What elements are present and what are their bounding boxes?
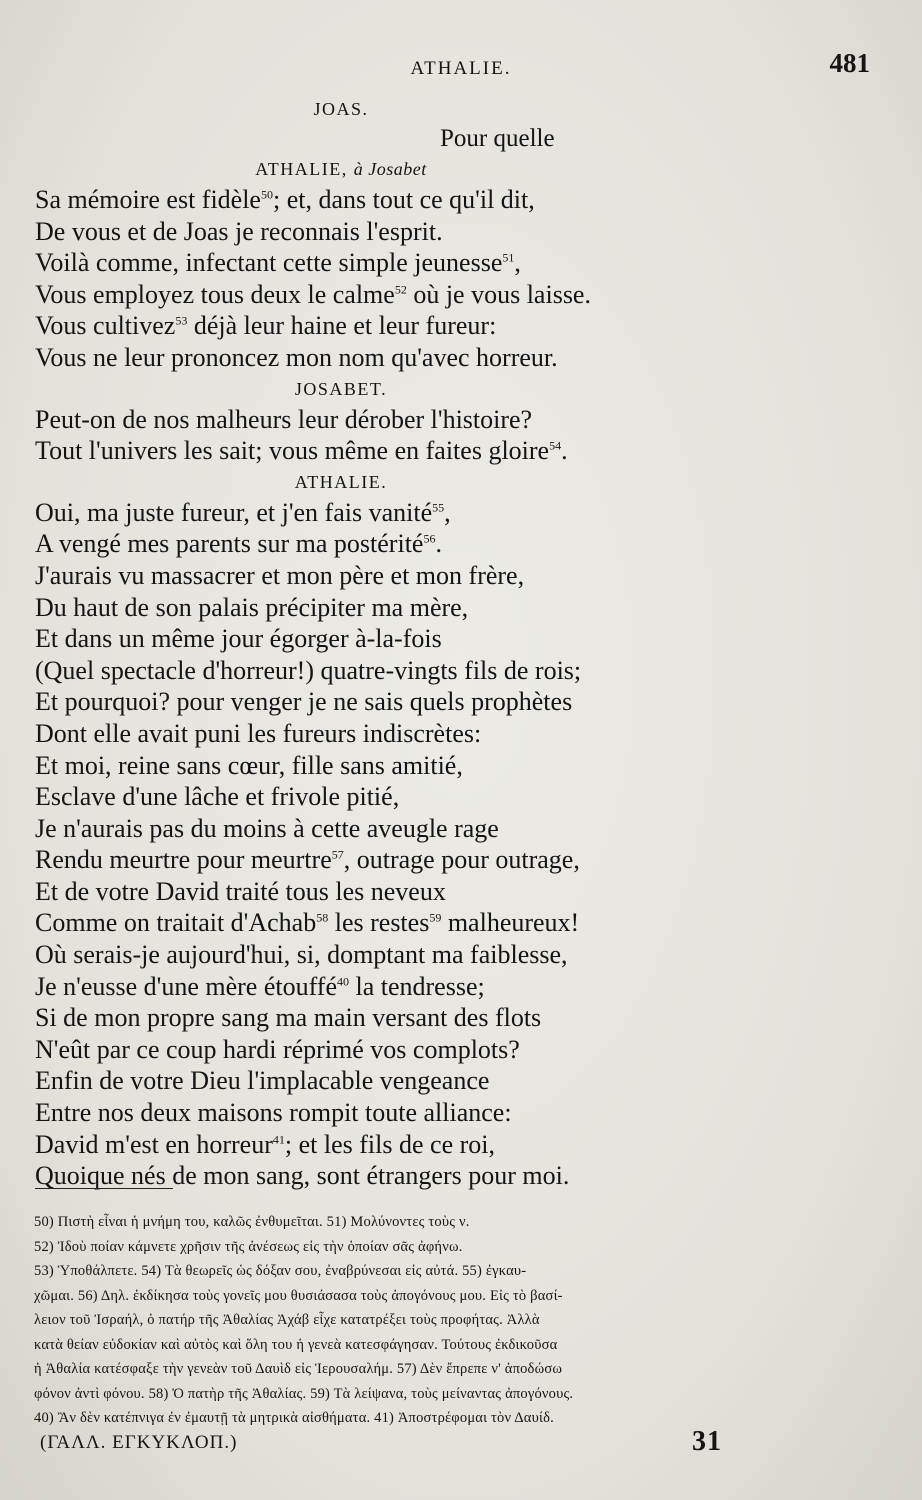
verse-text: Oui, ma juste fureur, et j'en fais vanité [35, 497, 433, 527]
footnotes [34, 1210, 890, 1431]
verse-line [35, 750, 647, 782]
speaker-athalie: ATHALIE. [294, 471, 388, 492]
verse-text: Sa mémoire est fidèle [35, 185, 261, 214]
verse-text-cont: ; et, dans tout ce qu'il dit, [272, 185, 535, 214]
footnote-line: φόνον ἀντὶ φόνου. 58) Ὁ πατὴρ τῆς Ἀθαλίας. 59) Τὰ λείψανα, τοὺς μείναντας ἀπογόνους. [34, 1385, 574, 1402]
footnote-line: 52) Ἰδοὺ ποίαν κάμνετε χρῆσιν τῆς ἀνέσεως εἰς τὴν ὁποίαν σᾶς ἀφήνω. [34, 1238, 463, 1255]
verse-block-josabet [35, 404, 647, 467]
verse-text: Dont elle avait puni les fureurs indiscrètes: [35, 718, 482, 748]
verse-line [35, 497, 647, 529]
verse-text: Enfin de votre Dieu l'implacable vengeance [35, 1066, 490, 1096]
verse-line [35, 1065, 647, 1097]
signature-mark: (ΓΑΛΛ. ΕΓΚΥΚΛΟΠ.) [40, 1432, 238, 1453]
verse-text-cont: . [435, 529, 442, 559]
verse-text: Voilà comme, infectant cette simple jeunesse [35, 248, 503, 278]
speaker-name: ATHALIE, [255, 159, 348, 179]
verse-text: Du haut de son palais précipiter ma mère, [35, 592, 469, 622]
verse-line [35, 623, 647, 655]
footnote-ref: 53 [175, 313, 188, 328]
verse-text-cont: , outrage pour outrage, [343, 845, 580, 875]
footnote-rule [35, 1188, 173, 1189]
verse-text: Comme on traitait d'Achab [35, 908, 317, 938]
verse-text: (Quel spectacle d'horreur!) quatre-vingts fils de rois; [35, 655, 582, 685]
verse-text-cont: où je vous laisse. [406, 279, 591, 309]
verse-line [35, 971, 647, 1003]
footnote-ref: 57 [331, 847, 344, 862]
stage-direction: à Josabet [353, 159, 427, 179]
verse-text-cont: , [514, 248, 521, 278]
verse-line [35, 876, 647, 908]
verse-text: Vous ne leur prononcez mon nom qu'avec horreur. [35, 342, 558, 372]
verse-line [35, 216, 647, 248]
verse-text: Vous cultivez [35, 311, 176, 341]
footnote-line: 50) Πιστὴ εἶναι ἡ μνήμη του, καλῶς ἐνθυμεῖται. 51) Μολύνοντες τοὺς ν. [34, 1214, 470, 1230]
verse-text: Je n'eusse d'une mère étouffé [35, 971, 337, 1001]
verse-line [35, 655, 647, 687]
verse-line [35, 184, 647, 216]
footnote-ref: 50 [260, 187, 273, 202]
verse-line [35, 686, 647, 718]
verse-text: Où serais-je aujourd'hui, si, domptant ma faiblesse, [35, 940, 568, 970]
verse-line [35, 907, 647, 939]
verse-text: Tout l'univers les sait; vous même en faites gloire [35, 436, 550, 466]
verse-text: J'aurais vu massacrer et mon père et mon frère, [35, 560, 525, 590]
verse-line [35, 1034, 647, 1066]
footnote-ref: 40 [337, 974, 349, 988]
play-text [35, 94, 647, 1192]
verse-text: Et dans un même jour égorger à-la-fois [35, 624, 442, 654]
verse-line [35, 1002, 647, 1034]
verse-text: Et moi, reine sans cœur, fille sans amitié, [35, 750, 463, 780]
verse-text: Vous employez tous deux le calme [35, 279, 395, 309]
footnote-ref: 54 [549, 438, 562, 453]
verse-text-cont: les restes [328, 908, 430, 938]
footnote-line: κατὰ θείαν εὐδοκίαν καὶ αὐτὸς καὶ ὅλη του ἡ γενεὰ κατεσφάγησαν. Τούτους ἐκδικοῦσα [34, 1336, 558, 1353]
verse-text-cont: . [561, 436, 568, 466]
footnote-ref: 58 [316, 910, 329, 925]
verse-text: Esclave d'une lâche et frivole pitié, [35, 782, 400, 812]
verse-block-athalie-1 [35, 184, 647, 374]
footnote-line: χῶμαι. 56) Δηλ. ἐκδίκησα τοὺς γονεῖς μου θυσιάσασα τοὺς ἀπογόνους μου. Εἰς τὸ βασί- [34, 1287, 563, 1304]
verse-text-cont: la tendresse; [349, 971, 485, 1001]
verse-line [35, 781, 647, 813]
verse-text: Je n'aurais pas du moins à cette aveugle rage [35, 813, 499, 843]
verse-line [35, 404, 647, 436]
half-line-verse: Pour quelle [440, 125, 555, 152]
verse-line [35, 342, 647, 374]
verse-line [35, 528, 647, 560]
verse-text: De vous et de Joas je reconnais l'esprit. [35, 216, 443, 246]
verse-text: A vengé mes parents sur ma postérité [35, 529, 424, 559]
verse-text-cont: , [444, 497, 451, 527]
running-title: ATHALIE. [410, 58, 512, 79]
verse-text: Entre nos deux maisons rompit toute alliance: [35, 1098, 512, 1128]
verse-line [35, 435, 647, 467]
verse-text: Quoique nés de mon sang, sont étrangers pour moi. [35, 1161, 570, 1191]
verse-text: Et de votre David traité tous les neveux [35, 876, 446, 906]
speaker-athalie-to-josabet [35, 154, 647, 184]
verse-line [35, 247, 647, 279]
verse-text: N'eût par ce coup hardi réprimé vos complots? [35, 1034, 520, 1064]
verse-line [35, 310, 647, 342]
speaker-joas: JOAS. [313, 99, 369, 119]
verse-text: Et pourquoi? pour venger je ne sais quels prophètes [35, 687, 573, 717]
verse-block-athalie-2 [35, 497, 647, 1192]
verse-line [35, 1097, 647, 1129]
verse-line [35, 1129, 647, 1161]
verse-text-cont: malheureux! [441, 908, 580, 938]
verse-line [35, 844, 647, 876]
speaker-josabet: JOSABET. [294, 378, 388, 399]
verse-line [35, 560, 647, 592]
footnote-ref: 52 [394, 282, 407, 297]
footnote-ref: 51 [502, 250, 515, 265]
footnote-line: 40) Ἂν δὲν κατέπνιγα ἐν ἐμαυτῇ τὰ μητρικὰ αἰσθήματα. 41) Ἀποστρέφομαι τὸν Δαυίδ. [34, 1410, 554, 1426]
footnote-ref: 55 [432, 500, 445, 515]
footnote-line: ἡ Ἀθαλία κατέσφαξε τὴν γενεὰν τοῦ Δαυὶδ εἰς Ἱερουσαλήμ. 57) Δὲν ἔπρεπε ν' ἀποδώσω [34, 1361, 563, 1377]
verse-line [35, 813, 647, 845]
footnote-ref: 56 [423, 531, 436, 546]
footnote-ref: 41 [272, 1131, 285, 1146]
page-number: 481 [829, 48, 870, 78]
verse-line [35, 939, 647, 971]
verse-text: Si de mon propre sang ma main versant des flots [35, 1003, 542, 1033]
verse-text-cont: déjà leur haine et leur fureur: [187, 311, 497, 341]
verse-text: Rendu meurtre pour meurtre [35, 845, 332, 875]
verse-line [35, 279, 647, 311]
verse-line [35, 592, 647, 624]
verse-line [35, 718, 647, 750]
verse-text-cont: ; et les fils de ce roi, [284, 1129, 495, 1159]
footnote-line: 53) Ὑποθάλπετε. 54) Τὰ θεωρεῖς ὡς δόξαν σου, ἐναβρύνεσαι εἰς αὐτά. 55) ἐγκαυ- [34, 1263, 527, 1279]
sheet-number: 31 [692, 1426, 722, 1457]
footnote-ref: 59 [429, 910, 442, 925]
footnote-line: λειον τοῦ Ἰσραήλ, ὁ πατήρ τῆς Ἀθαλίας Ἀχάβ εἶχε κατατρέξει τοὺς προφήτας. Ἀλλὰ [34, 1312, 540, 1328]
verse-text: Peut-on de nos malheurs leur dérober l'histoire? [35, 404, 533, 434]
verse-text: David m'est en horreur [35, 1129, 273, 1159]
